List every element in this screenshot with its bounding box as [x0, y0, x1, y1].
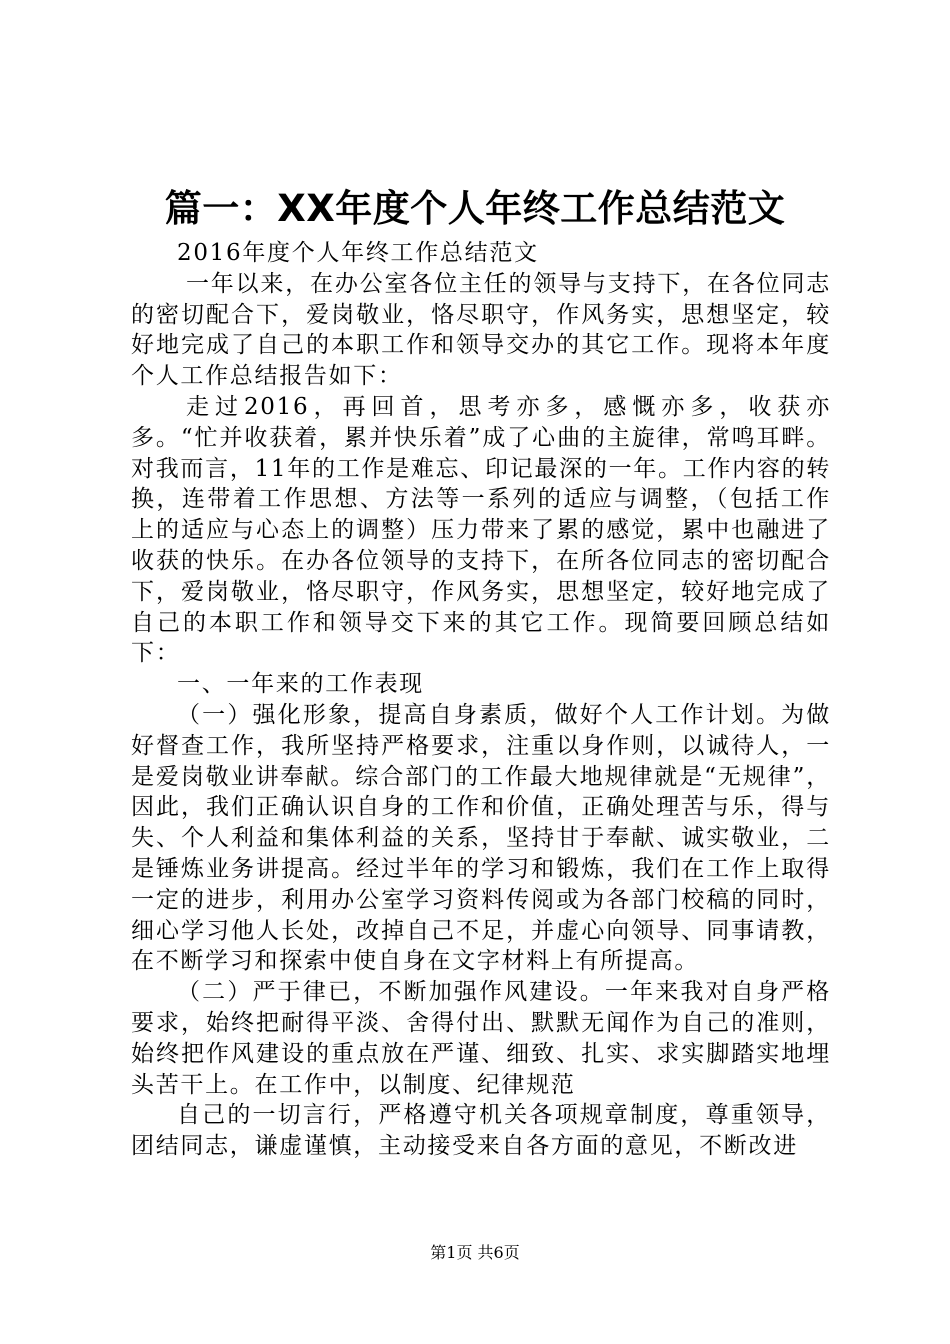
document-body: [131, 238, 831, 1162]
continuation-paragraph: 自己的一切言行，严格遵守机关各项规章制度，尊重领导，团结同志，谦虚谨慎，主动接受来自各方面的意见，不断改进: [131, 1102, 831, 1160]
review-paragraph: 走过2016，再回首，思考亦多，感慨亦多，收获亦多。“忙并收获着，累并快乐着”成了心曲的主旋律，常鸣耳畔。对我而言，11年的工作是难忘、印记最深的一年。工作内容的转换，连带着工作思想、方法等一系列的适应与调整，（包括工作上的适应与心态上的调整）压力带来了累的感觉，累中也融进了收获的快乐。在办各位领导的支持下，在所各位同志的密切配合下，爱岗敬业，恪尽职守，作风务实，思想坚定，较好地完成了自己的本职工作和领导交下来的其它工作。现简要回顾总结如下：: [131, 393, 831, 667]
subtitle-paragraph: 2016年度个人年终工作总结范文: [177, 240, 539, 266]
section-one-paragraph: （一）强化形象，提高自身素质，做好个人工作计划。为做好督查工作，我所坚持严格要求，注重以身作则，以诚待人，一是爱岗敬业讲奉献。综合部门的工作最大地规律就是“无规律”，因此，我们正确认识自身的工作和价值，正确处理苦与乐，得与失、个人利益和集体利益的关系，坚持甘于奉献、诚实敬业，二是锤炼业务讲提高。经过半年的学习和锻炼，我们在工作上取得一定的进步，利用办公室学习资料传阅或为各部门校稿的同时，细心学习他人长处，改掉自己不足，并虚心向领导、同事请教，在不断学习和探索中使自身在文字材料上有所提高。: [131, 701, 831, 975]
section-two-paragraph: （二）严于律已，不断加强作风建设。一年来我对自身严格要求，始终把耐得平淡、舍得付出、默默无闻作为自己的准则，始终把作风建设的重点放在严谨、细致、扎实、求实脚踏实地埋头苦干上。在工作中，以制度、纪律规范: [131, 979, 831, 1098]
intro-paragraph: 一年以来，在办公室各位主任的领导与支持下，在各位同志的密切配合下，爱岗敬业，恪尽职守，作风务实，思想坚定，较好地完成了自己的本职工作和领导交办的其它工作。现将本年度个人工作总结报告如下：: [131, 270, 831, 390]
document-title: 篇一：XX年度个人年终工作总结范文: [164, 187, 786, 230]
page-footer: 第1页 共6页: [430, 1243, 520, 1262]
section-heading: 一、一年来的工作表现: [177, 671, 424, 698]
